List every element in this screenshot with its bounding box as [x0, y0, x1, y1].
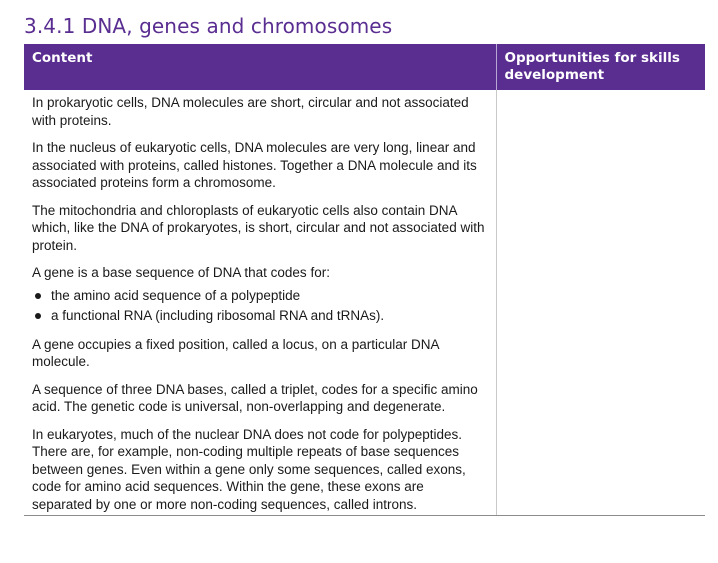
paragraph-genetic-code: A sequence of three DNA bases, called a triplet, codes for a specific amino acid. The genetic code is universal, non-overlapping and degenerate.: [32, 381, 478, 414]
specification-table: [24, 44, 705, 516]
list-item: the amino acid sequence of a polypeptide: [32, 286, 488, 306]
skills-cell: [496, 90, 705, 516]
paragraph-locus: A gene occupies a fixed position, called a locus, on a particular DNA molecule.: [32, 336, 439, 369]
paragraph-introns-exons: In eukaryotes, much of the nuclear DNA does not code for polypeptides. There are, for example, non-coding multiple repeats of base sequences between genes. Even within a gene only some sequences, called exons, code for amino acid sequences. Within the gene, these exons are separated by one or more non-coding sequences, called introns.: [32, 426, 466, 512]
paragraph-prokaryotic-dna: In prokaryotic cells, DNA molecules are short, circular and not associated with proteins.: [32, 95, 469, 128]
table-header-row: [24, 44, 705, 90]
table-row: [24, 90, 705, 516]
content-cell: [24, 90, 496, 516]
gene-codes-list: [32, 286, 488, 326]
content-column-header: Content: [24, 44, 496, 90]
paragraph-eukaryotic-dna: In the nucleus of eukaryotic cells, DNA molecules are very long, linear and associated with proteins, called histones. Together a DNA molecule and its associated proteins form a chromosome.: [32, 140, 477, 190]
skills-column-header: Opportunities for skills development: [496, 44, 705, 90]
list-item: a functional RNA (including ribosomal RNA and tRNAs).: [32, 306, 488, 326]
section-title: 3.4.1 DNA, genes and chromosomes: [24, 14, 393, 38]
paragraph-organelle-dna: The mitochondria and chloroplasts of eukaryotic cells also contain DNA which, like the DNA of prokaryotes, is short, circular and not associated with protein.: [32, 202, 485, 253]
paragraph-gene-definition: A gene is a base sequence of DNA that codes for:: [32, 265, 330, 280]
